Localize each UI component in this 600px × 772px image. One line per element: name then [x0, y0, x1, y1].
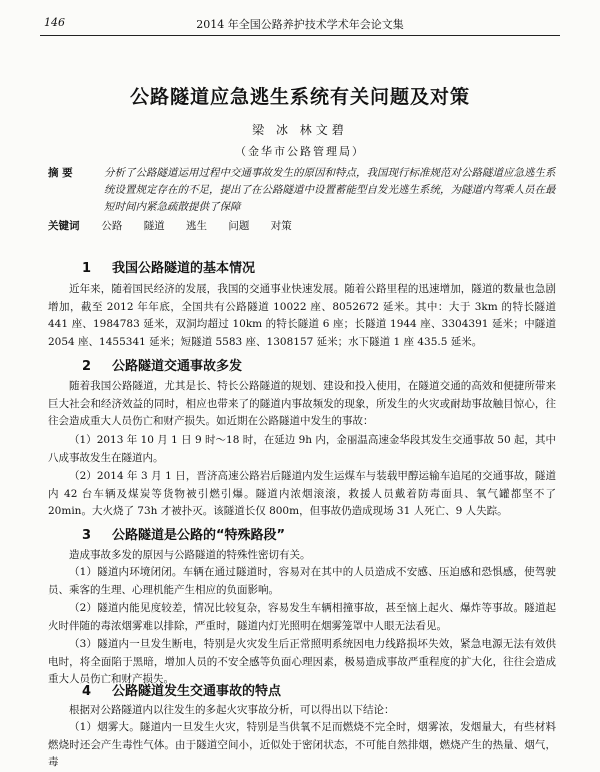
keyword: 问题 — [228, 220, 250, 232]
page-number: 146 — [44, 16, 65, 29]
paper-title: 公路隧道应急逃生系统有关问题及对策 — [129, 86, 470, 108]
running-title: 2014 年全国公路养护技术学术年会论文集 — [196, 18, 404, 31]
affiliation: （金华市公路管理局） — [235, 145, 365, 158]
section-title: 我国公路隧道的基本情况 — [112, 261, 256, 276]
keywords-label: 关键词 — [48, 220, 80, 232]
abstract-label: 摘 要 — [48, 167, 73, 179]
paragraph: 根据对公路隧道内以往发生的多起火灾事故分析，可以得出以下结论： — [69, 704, 395, 716]
section-number: 4 — [82, 684, 92, 699]
section-title: 公路隧道是公路的“特殊路段” — [112, 528, 286, 543]
section-heading — [82, 257, 255, 276]
section-heading — [82, 680, 281, 699]
keyword: 对策 — [270, 220, 292, 232]
header-rule — [40, 35, 560, 36]
section-title: 公路隧道发生交通事故的特点 — [112, 684, 282, 699]
section-title: 公路隧道交通事故多发 — [112, 359, 243, 374]
keyword: 隧道 — [143, 220, 165, 232]
paragraph: 造成事故多发的原因与公路隧道的特殊性密切有关。 — [69, 549, 311, 561]
running-header — [40, 16, 560, 34]
abstract-text: 分析了公路隧道运用过程中交通事故发生的原因和特点，我国现行标准规范对公路隧道应急逃生系统设置规定存在的不足，提出了在公路隧道中设置蓄能型自发光逃生系统，为隧道内驾乘人员在最短时间内紧急疏散提供了保障 — [104, 167, 556, 213]
paragraph: （2）2014 年 3 月 1 日，晋济高速公路岩后隧道内发生运煤车与装载甲醇运输车追尾的交通事故，隧道内 42 台车辆及煤炭等货物被引燃引爆。隧道内浓烟滚滚，救援人员戴着防毒面具、氧气罐都坚不了 20min。大火烧了 73h 才被扑灭。该隧道长仅 800m，但事故仍造成现场 31 人死亡、9 人失踪。 — [48, 470, 556, 517]
keyword: 公路 — [101, 220, 123, 232]
keyword: 逃生 — [186, 220, 208, 232]
paragraph: 近年来，随着国民经济的发展，我国的交通事业快速发展。随着公路里程的迅速增加，隧道的数量也急剧增加，截至 2012 年年底，全国共有公路隧道 10022 座、8052672 延米。其中：大于 3km 的特长隧道 441 座、1984783 延米，双洞均超过 10km 的特长隧道 6 座；长隧道 1944 座、3304391 延米；中隧道 2054 座、1455341 延米；短隧道 5583 座、1308157 延米；水下隧道 1 座 435.5 延米。 — [48, 283, 556, 348]
keywords — [48, 218, 563, 233]
section-heading — [82, 524, 285, 543]
paragraph: （3）隧道内一旦发生断电，特别是火灾发生后正常照明系统因电力线路损坏失效，紧急电源无法有效供电时，将全面陷于黑暗，增加人员的不安全感等负面心理因素，极易造成事故严重程度的扩大化，往往会造成重大人员伤亡和财产损失。 — [48, 638, 556, 685]
section-number: 2 — [82, 359, 92, 374]
paragraph: （1）隧道内环境闭闭。车辆在通过隧道时，容易对在其中的人员造成不安感、压迫感和恐惧感，使驾驶员、乘客的生理、心理机能产生相应的负面影响。 — [48, 566, 556, 596]
section-number: 1 — [82, 261, 92, 276]
section-number: 3 — [82, 528, 92, 543]
paragraph: 随着我国公路隧道，尤其是长、特长公路隧道的规划、建设和投入使用，在隧道交通的高效和便捷所带来巨大社会和经济效益的同时，相应也带来了的隧道内事故频发的现象，所发生的火灾或耐劫事故触目惊心，往往会造成重大人员伤亡和财产损失。如近期在公路隧道中发生的事故： — [48, 380, 556, 427]
authors: 梁 冰 林文碧 — [252, 123, 348, 137]
abstract — [48, 165, 563, 216]
section-heading — [82, 355, 242, 374]
paragraph: （1）烟雾大。隧道内一旦发生火灾，特别是当供氧不足而燃烧不完全时，烟雾浓，发烟量大，有些材料燃烧时还会产生毒性气体。由于隧道空间小，近似处于密闭状态，不可能自然排烟，燃烧产生的热量、烟气，毒 — [48, 721, 556, 768]
paragraph: （2）隧道内能见度较差，情况比较复杂，容易发生车辆相撞事故，甚至恼上起火、爆炸等事故。隧道起火时伴随的毒浓烟雾难以排除，严重时，隧道内灯光照明在烟雾笼罩中人眼无法看见。 — [48, 602, 556, 632]
paragraph: （1）2013 年 10 月 1 日 9 时～18 时，在延边 9h 内，金丽温高速金华段其发生交通事故 50 起，其中八成事故发生在隧道内。 — [48, 434, 556, 464]
